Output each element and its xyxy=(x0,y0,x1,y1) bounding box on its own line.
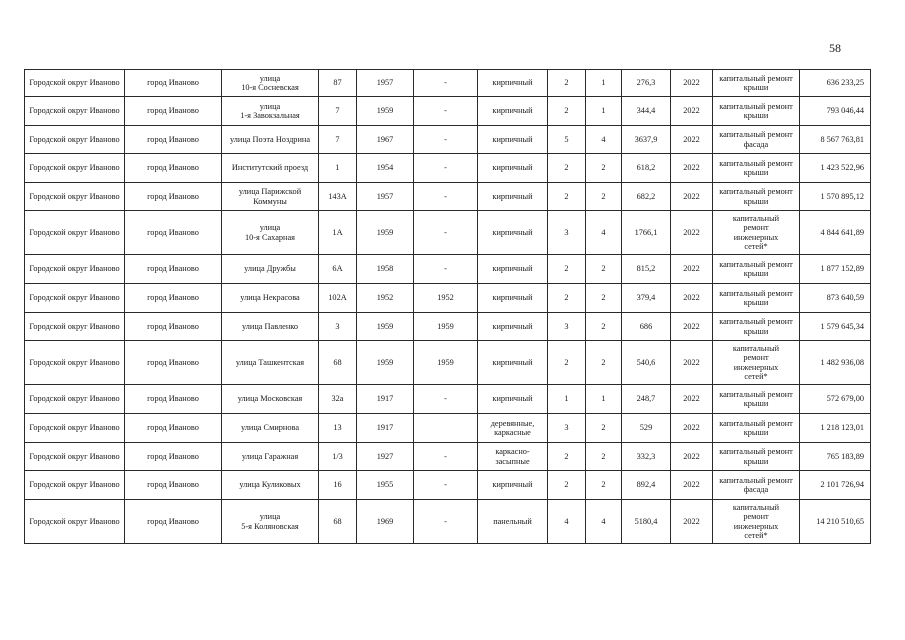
area-cell: 248,7 xyxy=(622,385,671,414)
area-cell: 682,2 xyxy=(622,183,671,211)
wall-material-cell: кирпичный xyxy=(478,255,548,284)
table-row xyxy=(25,443,871,471)
year-reconstructed-cell: - xyxy=(414,500,478,544)
year-built-cell: 1967 xyxy=(357,126,414,154)
district-cell: Городской округ Иваново xyxy=(25,183,125,211)
floors-cell: 2 xyxy=(548,284,586,313)
entrances-cell: 2 xyxy=(586,443,622,471)
district-cell: Городской округ Иваново xyxy=(25,154,125,183)
year-reconstructed-cell: - xyxy=(414,255,478,284)
entrances-cell: 4 xyxy=(586,126,622,154)
page-number: 58 xyxy=(829,41,841,55)
entrances-cell: 2 xyxy=(586,284,622,313)
work-type-cell: капитальный ремонт крыши xyxy=(713,97,800,126)
year-reconstructed-cell: - xyxy=(414,126,478,154)
house-number-cell: 1/3 xyxy=(319,443,357,471)
area-cell: 540,6 xyxy=(622,341,671,385)
house-number-cell: 7 xyxy=(319,97,357,126)
street-cell: улица Куликовых xyxy=(222,471,319,500)
locality-cell: город Иваново xyxy=(125,284,222,313)
year-reconstructed-cell: 1952 xyxy=(414,284,478,313)
table-row xyxy=(25,313,871,341)
house-number-cell: 7 xyxy=(319,126,357,154)
wall-material-cell: каркасно-засыпные xyxy=(478,443,548,471)
district-cell: Городской округ Иваново xyxy=(25,126,125,154)
district-cell: Городской округ Иваново xyxy=(25,70,125,97)
street-cell: улица Павленко xyxy=(222,313,319,341)
year-reconstructed-cell: - xyxy=(414,97,478,126)
year-built-cell: 1958 xyxy=(357,255,414,284)
work-type-cell: капитальный ремонт фасада xyxy=(713,126,800,154)
street-cell: улица Гаражная xyxy=(222,443,319,471)
repair-year-cell: 2022 xyxy=(671,500,713,544)
street-cell: улица 10-я Сосневская xyxy=(222,70,319,97)
cost-cell: 793 046,44 xyxy=(800,97,871,126)
wall-material-cell: кирпичный xyxy=(478,97,548,126)
floors-cell: 2 xyxy=(548,97,586,126)
area-cell: 1766,1 xyxy=(622,211,671,255)
floors-cell: 5 xyxy=(548,126,586,154)
cost-cell: 14 210 510,65 xyxy=(800,500,871,544)
year-reconstructed-cell: 1959 xyxy=(414,341,478,385)
area-cell: 276,3 xyxy=(622,70,671,97)
wall-material-cell: кирпичный xyxy=(478,126,548,154)
repair-year-cell: 2022 xyxy=(671,341,713,385)
work-type-cell: капитальный ремонт крыши xyxy=(713,284,800,313)
repair-year-cell: 2022 xyxy=(671,443,713,471)
year-reconstructed-cell: 1959 xyxy=(414,313,478,341)
table-row xyxy=(25,255,871,284)
cost-cell: 8 567 763,81 xyxy=(800,126,871,154)
work-type-cell: капитальный ремонт крыши xyxy=(713,443,800,471)
entrances-cell: 2 xyxy=(586,255,622,284)
street-cell: Институтский проезд xyxy=(222,154,319,183)
repair-year-cell: 2022 xyxy=(671,313,713,341)
repair-year-cell: 2022 xyxy=(671,414,713,443)
house-number-cell: 13 xyxy=(319,414,357,443)
area-cell: 379,4 xyxy=(622,284,671,313)
house-number-cell: 3 xyxy=(319,313,357,341)
house-number-cell: 87 xyxy=(319,70,357,97)
table-row xyxy=(25,341,871,385)
street-cell: улица Смирнова xyxy=(222,414,319,443)
locality-cell: город Иваново xyxy=(125,313,222,341)
floors-cell: 2 xyxy=(548,70,586,97)
district-cell: Городской округ Иваново xyxy=(25,443,125,471)
cost-cell: 2 101 726,94 xyxy=(800,471,871,500)
year-built-cell: 1955 xyxy=(357,471,414,500)
cost-cell: 873 640,59 xyxy=(800,284,871,313)
street-cell: улица Московская xyxy=(222,385,319,414)
table-row xyxy=(25,70,871,97)
work-type-cell: капитальный ремонт крыши xyxy=(713,183,800,211)
floors-cell: 2 xyxy=(548,443,586,471)
locality-cell: город Иваново xyxy=(125,443,222,471)
table-row xyxy=(25,97,871,126)
locality-cell: город Иваново xyxy=(125,414,222,443)
district-cell: Городской округ Иваново xyxy=(25,471,125,500)
cost-cell: 1 877 152,89 xyxy=(800,255,871,284)
work-type-cell: капитальный ремонт крыши xyxy=(713,154,800,183)
entrances-cell: 4 xyxy=(586,500,622,544)
locality-cell: город Иваново xyxy=(125,500,222,544)
area-cell: 892,4 xyxy=(622,471,671,500)
area-cell: 5180,4 xyxy=(622,500,671,544)
table-row xyxy=(25,471,871,500)
repair-year-cell: 2022 xyxy=(671,70,713,97)
district-cell: Городской округ Иваново xyxy=(25,255,125,284)
table-row xyxy=(25,211,871,255)
year-built-cell: 1927 xyxy=(357,443,414,471)
wall-material-cell: кирпичный xyxy=(478,313,548,341)
wall-material-cell: кирпичный xyxy=(478,385,548,414)
district-cell: Городской округ Иваново xyxy=(25,211,125,255)
area-cell: 3637,9 xyxy=(622,126,671,154)
cost-cell: 1 570 895,12 xyxy=(800,183,871,211)
table-row xyxy=(25,154,871,183)
house-number-cell: 68 xyxy=(319,500,357,544)
street-cell: улица Дружбы xyxy=(222,255,319,284)
year-reconstructed-cell: - xyxy=(414,471,478,500)
district-cell: Городской округ Иваново xyxy=(25,500,125,544)
locality-cell: город Иваново xyxy=(125,154,222,183)
wall-material-cell: деревянные, каркасные xyxy=(478,414,548,443)
wall-material-cell: кирпичный xyxy=(478,341,548,385)
wall-material-cell: панельный xyxy=(478,500,548,544)
house-number-cell: 1А xyxy=(319,211,357,255)
locality-cell: город Иваново xyxy=(125,70,222,97)
house-number-cell: 16 xyxy=(319,471,357,500)
wall-material-cell: кирпичный xyxy=(478,211,548,255)
entrances-cell: 2 xyxy=(586,313,622,341)
floors-cell: 2 xyxy=(548,471,586,500)
floors-cell: 2 xyxy=(548,341,586,385)
year-reconstructed-cell: - xyxy=(414,183,478,211)
work-type-cell: капитальный ремонт крыши xyxy=(713,414,800,443)
locality-cell: город Иваново xyxy=(125,126,222,154)
street-cell: улица Некрасова xyxy=(222,284,319,313)
entrances-cell: 2 xyxy=(586,183,622,211)
year-built-cell: 1952 xyxy=(357,284,414,313)
wall-material-cell: кирпичный xyxy=(478,183,548,211)
year-built-cell: 1917 xyxy=(357,385,414,414)
floors-cell: 1 xyxy=(548,385,586,414)
locality-cell: город Иваново xyxy=(125,255,222,284)
work-type-cell: капитальный ремонт фасада xyxy=(713,471,800,500)
locality-cell: город Иваново xyxy=(125,385,222,414)
wall-material-cell: кирпичный xyxy=(478,154,548,183)
repair-year-cell: 2022 xyxy=(671,284,713,313)
table-row xyxy=(25,385,871,414)
house-number-cell: 6А xyxy=(319,255,357,284)
street-cell: улица Ташкентская xyxy=(222,341,319,385)
wall-material-cell: кирпичный xyxy=(478,284,548,313)
year-reconstructed-cell xyxy=(414,414,478,443)
street-cell: улица 10-я Сахарная xyxy=(222,211,319,255)
housing-repair-table xyxy=(24,69,871,544)
repair-year-cell: 2022 xyxy=(671,126,713,154)
cost-cell: 1 423 522,96 xyxy=(800,154,871,183)
year-reconstructed-cell: - xyxy=(414,70,478,97)
entrances-cell: 1 xyxy=(586,97,622,126)
district-cell: Городской округ Иваново xyxy=(25,97,125,126)
district-cell: Городской округ Иваново xyxy=(25,341,125,385)
repair-year-cell: 2022 xyxy=(671,385,713,414)
floors-cell: 4 xyxy=(548,500,586,544)
area-cell: 332,3 xyxy=(622,443,671,471)
table-row xyxy=(25,183,871,211)
street-cell: улица Поэта Ноздрина xyxy=(222,126,319,154)
cost-cell: 636 233,25 xyxy=(800,70,871,97)
street-cell: улица 1-я Завокзальная xyxy=(222,97,319,126)
locality-cell: город Иваново xyxy=(125,211,222,255)
table-row xyxy=(25,500,871,544)
repair-year-cell: 2022 xyxy=(671,211,713,255)
repair-year-cell: 2022 xyxy=(671,183,713,211)
floors-cell: 2 xyxy=(548,183,586,211)
entrances-cell: 2 xyxy=(586,414,622,443)
entrances-cell: 2 xyxy=(586,471,622,500)
entrances-cell: 2 xyxy=(586,154,622,183)
repair-year-cell: 2022 xyxy=(671,97,713,126)
cost-cell: 1 218 123,01 xyxy=(800,414,871,443)
work-type-cell: капитальный ремонт крыши xyxy=(713,313,800,341)
entrances-cell: 1 xyxy=(586,70,622,97)
year-reconstructed-cell: - xyxy=(414,385,478,414)
district-cell: Городской округ Иваново xyxy=(25,313,125,341)
repair-year-cell: 2022 xyxy=(671,471,713,500)
year-built-cell: 1917 xyxy=(357,414,414,443)
street-cell: улица Парижской Коммуны xyxy=(222,183,319,211)
house-number-cell: 1 xyxy=(319,154,357,183)
cost-cell: 1 482 936,08 xyxy=(800,341,871,385)
cost-cell: 765 183,89 xyxy=(800,443,871,471)
area-cell: 344,4 xyxy=(622,97,671,126)
year-built-cell: 1954 xyxy=(357,154,414,183)
entrances-cell: 2 xyxy=(586,341,622,385)
cost-cell: 4 844 641,89 xyxy=(800,211,871,255)
year-reconstructed-cell: - xyxy=(414,211,478,255)
district-cell: Городской округ Иваново xyxy=(25,414,125,443)
floors-cell: 3 xyxy=(548,313,586,341)
table-row xyxy=(25,284,871,313)
area-cell: 618,2 xyxy=(622,154,671,183)
house-number-cell: 102А xyxy=(319,284,357,313)
year-built-cell: 1969 xyxy=(357,500,414,544)
locality-cell: город Иваново xyxy=(125,97,222,126)
floors-cell: 3 xyxy=(548,211,586,255)
wall-material-cell: кирпичный xyxy=(478,471,548,500)
table-row xyxy=(25,414,871,443)
floors-cell: 3 xyxy=(548,414,586,443)
house-number-cell: 68 xyxy=(319,341,357,385)
table-row xyxy=(25,126,871,154)
floors-cell: 2 xyxy=(548,255,586,284)
district-cell: Городской округ Иваново xyxy=(25,284,125,313)
street-cell: улица 5-я Коляновская xyxy=(222,500,319,544)
locality-cell: город Иваново xyxy=(125,341,222,385)
work-type-cell: капитальный ремонт крыши xyxy=(713,255,800,284)
year-reconstructed-cell: - xyxy=(414,443,478,471)
year-reconstructed-cell: - xyxy=(414,154,478,183)
floors-cell: 2 xyxy=(548,154,586,183)
year-built-cell: 1957 xyxy=(357,70,414,97)
area-cell: 686 xyxy=(622,313,671,341)
house-number-cell: 32а xyxy=(319,385,357,414)
area-cell: 529 xyxy=(622,414,671,443)
cost-cell: 1 579 645,34 xyxy=(800,313,871,341)
entrances-cell: 1 xyxy=(586,385,622,414)
work-type-cell: капитальный ремонт крыши xyxy=(713,70,800,97)
work-type-cell: капитальный ремонт инженерных сетей* xyxy=(713,341,800,385)
repair-year-cell: 2022 xyxy=(671,154,713,183)
locality-cell: город Иваново xyxy=(125,471,222,500)
locality-cell: город Иваново xyxy=(125,183,222,211)
year-built-cell: 1957 xyxy=(357,183,414,211)
year-built-cell: 1959 xyxy=(357,97,414,126)
wall-material-cell: кирпичный xyxy=(478,70,548,97)
district-cell: Городской округ Иваново xyxy=(25,385,125,414)
house-number-cell: 143А xyxy=(319,183,357,211)
year-built-cell: 1959 xyxy=(357,313,414,341)
year-built-cell: 1959 xyxy=(357,211,414,255)
entrances-cell: 4 xyxy=(586,211,622,255)
repair-year-cell: 2022 xyxy=(671,255,713,284)
work-type-cell: капитальный ремонт крыши xyxy=(713,385,800,414)
year-built-cell: 1959 xyxy=(357,341,414,385)
work-type-cell: капитальный ремонт инженерных сетей* xyxy=(713,211,800,255)
area-cell: 815,2 xyxy=(622,255,671,284)
cost-cell: 572 679,00 xyxy=(800,385,871,414)
work-type-cell: капитальный ремонт инженерных сетей* xyxy=(713,500,800,544)
